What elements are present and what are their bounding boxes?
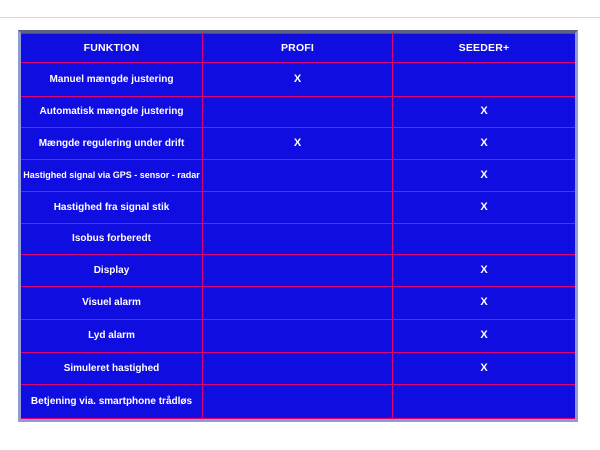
seeder-cell: X (393, 287, 575, 320)
funktion-cell: Lyd alarm (21, 320, 203, 353)
header-profi: PROFI (203, 34, 393, 63)
comparison-table-grid (21, 33, 575, 419)
funktion-cell: Mængde regulering under drift (21, 128, 203, 160)
profi-cell (203, 287, 393, 320)
header-seeder: SEEDER+ (393, 34, 575, 63)
seeder-cell: X (393, 97, 575, 128)
profi-cell (203, 97, 393, 128)
header-funktion: FUNKTION (21, 34, 203, 63)
profi-cell (203, 160, 393, 192)
comparison-table (18, 30, 578, 422)
profi-cell (203, 255, 393, 287)
table-row (21, 63, 575, 97)
profi-cell (203, 192, 393, 224)
table-row (21, 385, 575, 419)
funktion-cell: Visuel alarm (21, 287, 203, 320)
seeder-cell: X (393, 353, 575, 385)
seeder-cell: X (393, 128, 575, 160)
seeder-cell (393, 385, 575, 419)
slide-edge-line (0, 17, 600, 18)
seeder-cell: X (393, 255, 575, 287)
seeder-cell: X (393, 160, 575, 192)
profi-cell (203, 224, 393, 255)
table-header-row (21, 34, 575, 63)
table-row (21, 224, 575, 255)
funktion-cell: Automatisk mængde justering (21, 97, 203, 128)
table-row (21, 128, 575, 160)
profi-cell (203, 385, 393, 419)
seeder-cell (393, 63, 575, 97)
profi-cell (203, 320, 393, 353)
seeder-cell: X (393, 192, 575, 224)
seeder-cell: X (393, 320, 575, 353)
table-row (21, 255, 575, 287)
funktion-cell: Isobus forberedt (21, 224, 203, 255)
table-row (21, 192, 575, 224)
table-row (21, 160, 575, 192)
funktion-cell: Manuel mængde justering (21, 63, 203, 97)
funktion-cell: Hastighed fra signal stik (21, 192, 203, 224)
profi-cell: X (203, 63, 393, 97)
funktion-cell: Betjening via. smartphone trådløs (21, 385, 203, 419)
funktion-cell: Display (21, 255, 203, 287)
table-row (21, 287, 575, 320)
seeder-cell (393, 224, 575, 255)
table-row (21, 353, 575, 385)
funktion-cell: Simuleret hastighed (21, 353, 203, 385)
table-row (21, 320, 575, 353)
funktion-cell: Hastighed signal via GPS - sensor - radar (21, 160, 203, 192)
table-row (21, 97, 575, 128)
profi-cell (203, 353, 393, 385)
profi-cell: X (203, 128, 393, 160)
